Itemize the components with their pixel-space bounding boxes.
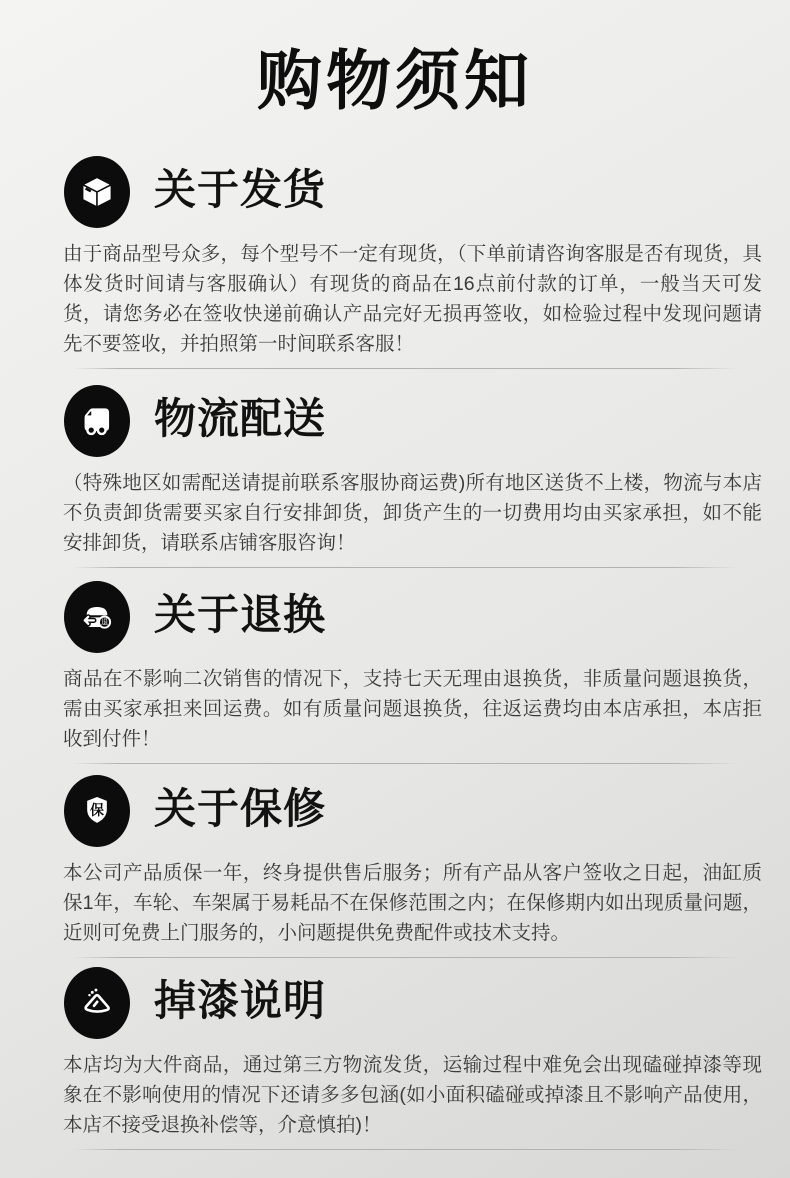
section-body: 本店均为大件商品，通过第三方物流发货，运输过程中难免会出现磕碰掉漆等现象在不影响使用的情况下还请多多包涵(如小面积磕碰或掉漆且不影响产品使用，本店不接受退换补偿等，介意慎拍)！: [63, 1054, 762, 1136]
shield-glyph: 保: [90, 802, 104, 818]
section-body: （特殊地区如需配送请提前联系客服协商运费)所有地区送货不上楼，物流与本店不负责卸货需要买家自行安排卸货，卸货产生的一切费用均由买家承担，如不能安排卸货，请联系店铺客服咨询！: [63, 472, 762, 554]
section-heading: 关于保修: [154, 785, 327, 832]
section-heading: 关于发货: [154, 166, 327, 213]
section-paint-notice: [0, 967, 790, 1150]
paint-chip-icon: [64, 967, 130, 1039]
section-divider: [73, 567, 738, 568]
section-divider: [73, 957, 738, 958]
section-returns: [0, 581, 790, 764]
section-warranty: [0, 775, 790, 958]
truck-icon: [64, 385, 130, 457]
section-divider: [73, 1149, 738, 1150]
return-badge-glyph: 退: [100, 617, 109, 627]
section-returns-header: [64, 581, 790, 653]
section-divider: [73, 368, 738, 369]
section-heading: 物流配送: [154, 395, 327, 442]
section-warranty-header: [64, 775, 790, 847]
section-divider: [73, 763, 738, 764]
section-body: 商品在不影响二次销售的情况下，支持七天无理由退换货，非质量问题退换货，需由买家承担来回运费。如有质量问题退换货，往返运费均由本店承担，本店拒收到付件！: [63, 668, 762, 750]
page-title: 购物须知: [256, 44, 533, 117]
warranty-shield-icon: [64, 775, 130, 847]
section-shipping: [0, 156, 790, 369]
section-heading: 关于退换: [154, 591, 327, 638]
section-shipping-header: [64, 156, 790, 228]
return-box-icon: [64, 581, 130, 653]
section-body: 本公司产品质保一年，终身提供售后服务；所有产品从客户签收之日起，油缸质保1年，车轮、车架属于易耗品不在保修范围之内；在保修期内如出现质量问题，近则可免费上门服务的，小问题提供免费配件或技术支持。: [63, 862, 762, 944]
section-body: 由于商品型号众多，每个型号不一定有现货，（下单前请咨询客服是否有现货，具体发货时间请与客服确认）有现货的商品在16点前付款的订单，一般当天可发货，请您务必在签收快递前确认产品完好无损再签收，如检验过程中发现问题请先不要签收，并拍照第一时间联系客服！: [63, 243, 762, 355]
section-delivery-header: [64, 385, 790, 457]
section-paint-header: [64, 967, 790, 1039]
section-delivery: [0, 385, 790, 568]
package-icon: [64, 156, 130, 228]
section-heading: 掉漆说明: [154, 977, 327, 1024]
